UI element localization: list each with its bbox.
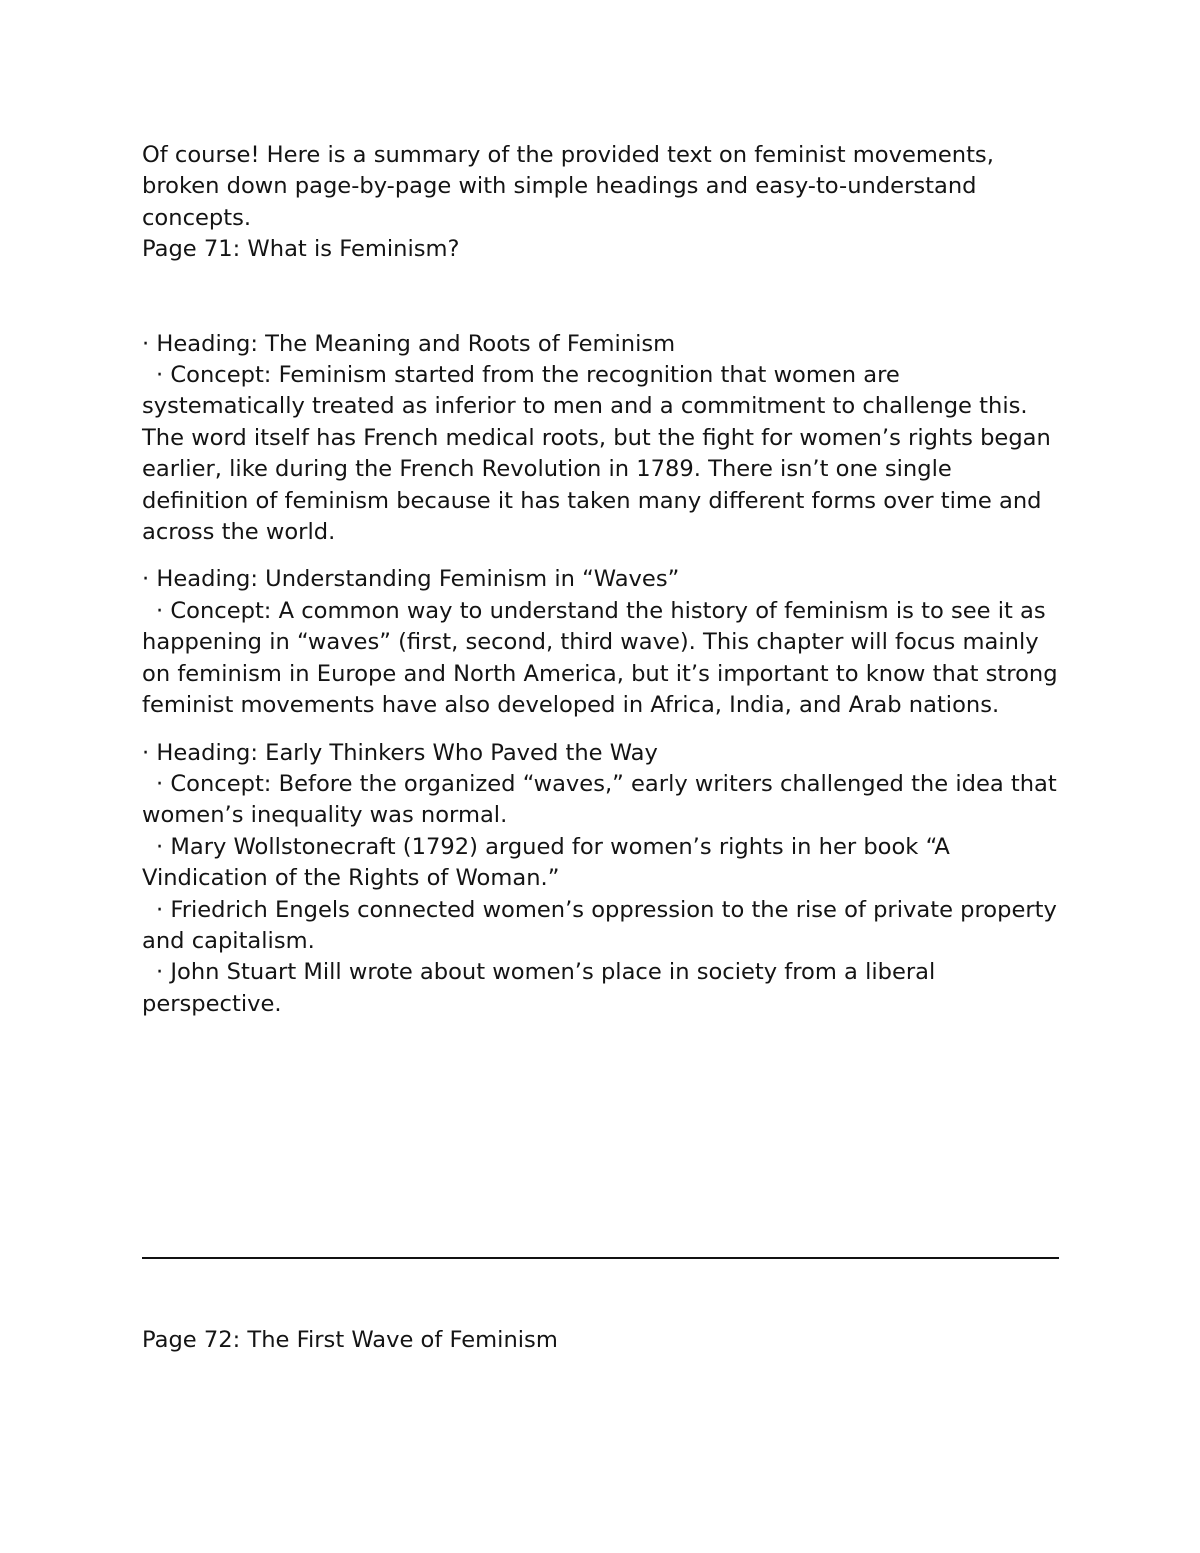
section-heading-meaning-roots: · Heading: The Meaning and Roots of Feminism: [142, 330, 676, 357]
concept-meaning-roots: · Concept: Feminism started from the recognition that women are systematically treated as inferior to men and a commitment to challenge this. The word itself has French medical roots, but the fight for women’s rights began earlier, like during the French Revolution in 1789. There isn’t one single definition of feminism because it has taken many different forms over time and across the world.: [142, 362, 1051, 546]
page-72-title: Page 72: The First Wave of Feminism: [142, 1327, 558, 1353]
horizontal-divider: [142, 1257, 1059, 1259]
concept-early-thinkers: · Concept: Before the organized “waves,” early writers challenged the idea that women’s inequality was normal.: [142, 770, 1057, 829]
document-body: [142, 140, 1062, 1020]
point-wollstonecraft: · Mary Wollstonecraft (1792) argued for women’s rights in her book “A Vindication of the Rights of Woman.”: [142, 833, 950, 892]
section-heading-early-thinkers: · Heading: Early Thinkers Who Paved the Way: [142, 739, 658, 766]
point-mill: · John Stuart Mill wrote about women’s place in society from a liberal perspective.: [142, 959, 936, 1017]
point-engels: · Friedrich Engels connected women’s oppression to the rise of private property and capitalism.: [142, 896, 1057, 954]
page-71-title: Page 71: What is Feminism?: [142, 236, 460, 263]
concept-waves: · Concept: A common way to understand the history of feminism is to see it as happening in “waves” (first, second, third wave). This chapter will focus mainly on feminism in Europe and North America, but it’s important to know that strong feminist movements have also developed in Africa, India, and Arab nations.: [142, 597, 1058, 719]
intro-paragraph: Of course! Here is a summary of the provided text on feminist movements, broken down page-by-page with simple headings and easy-to-understand concepts.: [142, 142, 994, 231]
spacer: [142, 266, 1062, 329]
section-heading-waves: · Heading: Understanding Feminism in “Waves”: [142, 566, 680, 593]
